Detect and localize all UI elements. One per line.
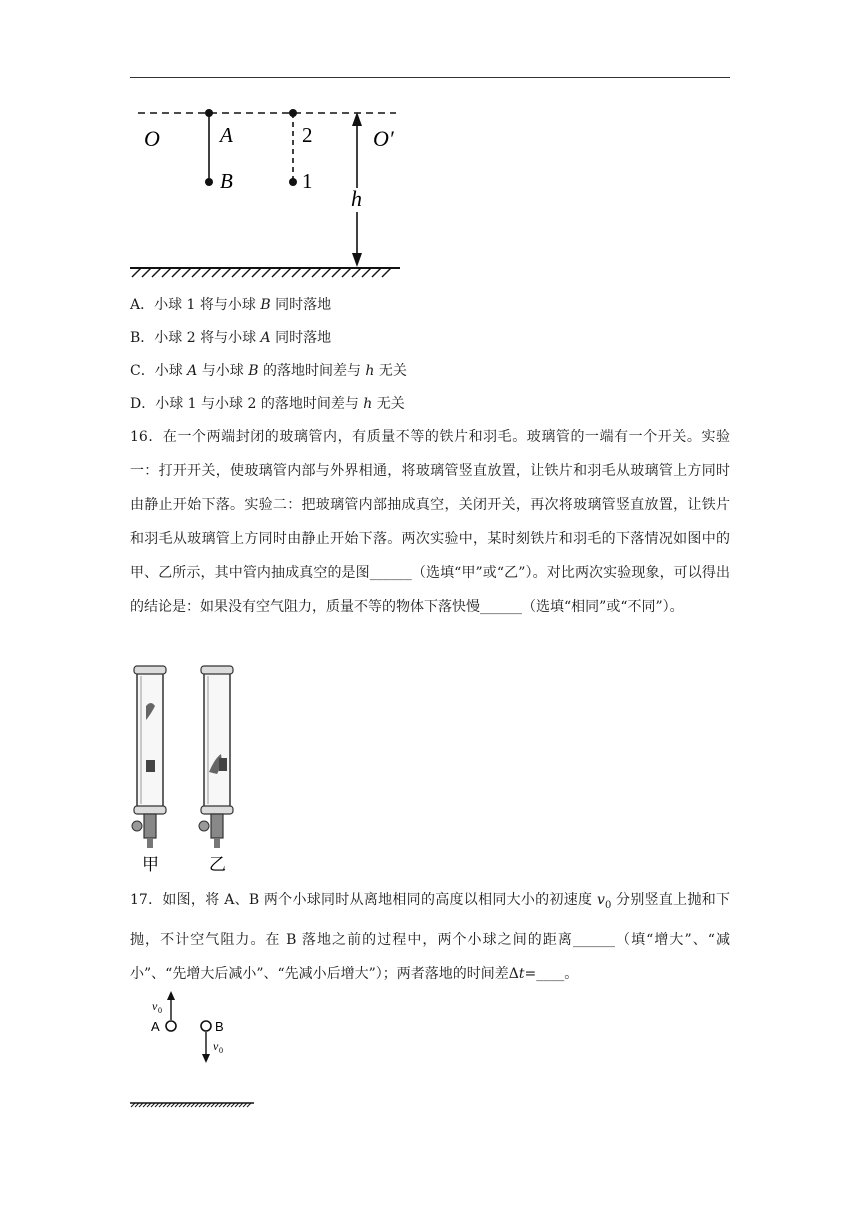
tube-label-yi: 乙 <box>209 855 226 875</box>
question-16-text: 16．在一个两端封闭的玻璃管内，有质量不等的铁片和羽毛。玻璃管的一端有一个开关。实验一：打开开关，使玻璃管内部与外界相通，将玻璃管竖直放置，让铁片和羽毛从玻璃管上方同时由静止开始下落。实验二：把玻璃管内部抽成真空，关闭开关，再次将玻璃管竖直放置，让铁片和羽毛从玻璃管上方同时由静止开始下落。两次实验中，某时刻铁片和羽毛的下落情况如图中的甲、乙所示，其中管内抽成真空的是图______（选填“甲”或“乙”）。对比两次实验现象，可以得出的结论是：如果没有空气阻力，质量不等的物体下落快慢______（选填“相同”或“不同”）。 <box>130 429 730 615</box>
hatch-mark <box>162 268 171 277</box>
hatch-mark <box>302 268 311 277</box>
label-O: O <box>144 126 160 151</box>
label-B: B <box>215 1019 224 1034</box>
ball-B <box>201 1021 211 1031</box>
hatch-mark <box>222 268 231 277</box>
hatch-mark <box>322 268 331 277</box>
label-B: B <box>220 169 233 193</box>
iron-sheet-icon <box>146 760 155 772</box>
hatch-mark <box>352 268 361 277</box>
hatch-mark <box>172 268 181 277</box>
label-1: 1 <box>302 169 313 193</box>
hatch-mark <box>142 268 151 277</box>
valve-icon <box>132 821 142 831</box>
tube-jia <box>132 666 166 848</box>
hatch-mark <box>262 268 271 277</box>
iron-sheet-icon <box>219 758 227 771</box>
hatch-mark <box>212 268 221 277</box>
label-O-prime: O′ <box>373 126 394 151</box>
hatch-mark <box>312 268 321 277</box>
hatch-mark <box>202 268 211 277</box>
hatch-mark <box>182 268 191 277</box>
ball-B <box>205 178 213 186</box>
option-b: B．小球 2 将与小球 A 同时落地 <box>130 330 332 346</box>
label-2: 2 <box>302 123 313 147</box>
hatch-mark <box>282 268 291 277</box>
arrowhead-up-icon <box>352 112 362 126</box>
hatch-mark <box>242 268 251 277</box>
arrowhead-down-icon <box>352 253 362 267</box>
hatch-mark <box>342 268 351 277</box>
hatch-mark <box>292 268 301 277</box>
label-v0-up-sub: 0 <box>158 1006 162 1015</box>
tube-label-jia: 甲 <box>142 855 159 875</box>
header-rule <box>130 77 730 78</box>
arrowhead-up-icon <box>167 991 175 1000</box>
hatch-mark <box>272 268 281 277</box>
option-c: C．小球 A 与小球 B 的落地时间差与 h 无关 <box>130 363 407 379</box>
hatch-mark <box>232 268 241 277</box>
hatch-mark <box>372 268 381 277</box>
fig-glass-tubes <box>125 664 235 876</box>
label-v0-down-sub: 0 <box>219 1046 223 1055</box>
hatch-mark <box>362 268 371 277</box>
arrowhead-down-icon <box>202 1054 210 1063</box>
label-A: A <box>151 1019 160 1034</box>
hatch-mark <box>192 268 201 277</box>
valve-icon <box>199 821 209 831</box>
ground-hatching <box>132 268 391 277</box>
hatch-mark <box>332 268 341 277</box>
hatch-mark <box>132 268 141 277</box>
label-v0-down: v <box>213 1039 219 1053</box>
hatch-mark <box>152 268 161 277</box>
ball-A <box>166 1021 176 1031</box>
ball-1 <box>289 178 297 186</box>
hatch-mark <box>252 268 261 277</box>
option-d: D．小球 1 与小球 2 的落地时间差与 h 无关 <box>130 396 405 412</box>
label-h: h <box>351 186 362 211</box>
label-A: A <box>220 123 233 147</box>
fig-throw-diagram <box>128 988 258 1112</box>
hatch-mark <box>382 268 391 277</box>
option-a: A．小球 1 将与小球 B 同时落地 <box>130 297 332 313</box>
label-v0-up: v <box>152 999 158 1013</box>
fig-drop-diagram <box>128 100 408 285</box>
question-17-text: 17．如图，将 A、B 两个小球同时从离地相同的高度以相同大小的初速度 $v_0$ 分别竖直上抛和下抛，不计空气阻力。在 B 落地之前的过程中，两个小球之间的距离______（填“增大”、“减小”、“先增大后减小”、“先减小后增大”）；两者落地的时间差Δt=____。 <box>130 892 731 982</box>
tube-yi <box>199 666 233 848</box>
